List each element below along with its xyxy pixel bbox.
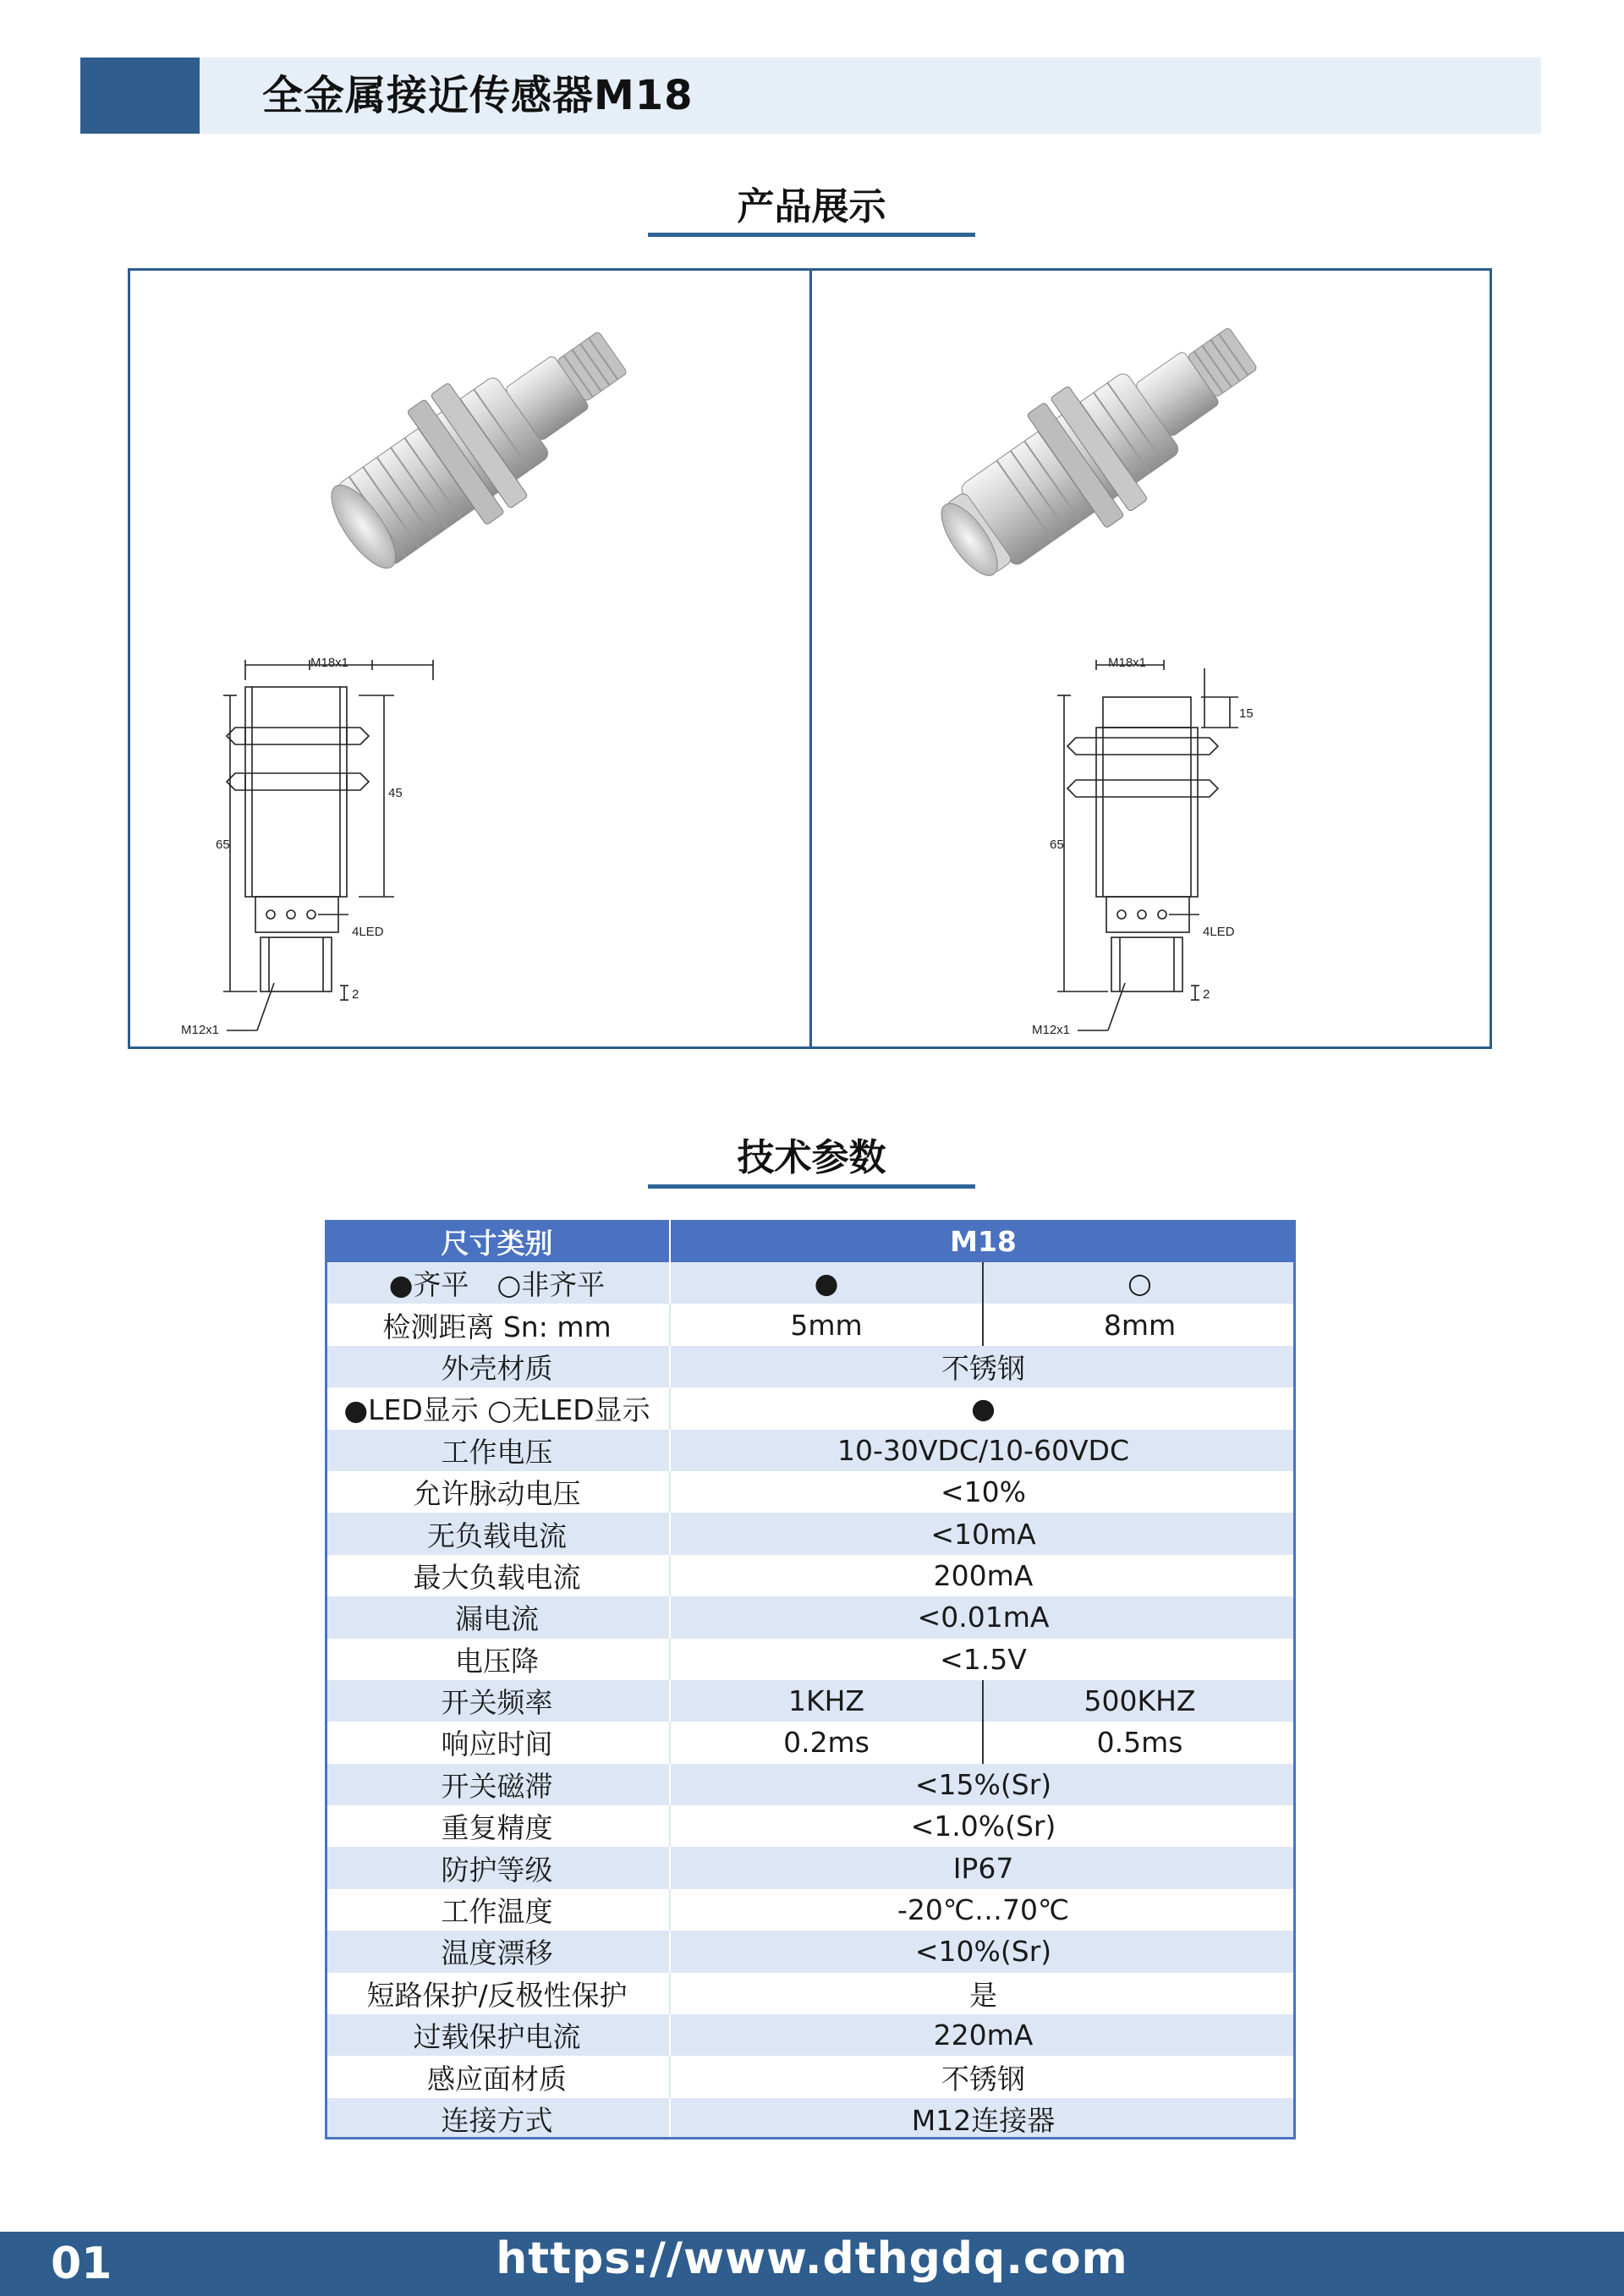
spec-value: 200mA <box>670 1555 1296 1596</box>
spec-value: 220mA <box>670 2014 1296 2056</box>
product-panel-flush <box>130 271 809 1046</box>
dim-gap-label: 2 <box>1203 987 1210 1002</box>
spec-label: 温度漂移 <box>325 1931 670 1972</box>
spec-table <box>325 1220 1296 2139</box>
table-row <box>325 1471 1296 1513</box>
dim-thread-label: M18x1 <box>1108 656 1147 670</box>
spec-label: 允许脉动电压 <box>325 1471 670 1513</box>
spec-value: 不锈钢 <box>670 2056 1296 2097</box>
dim-length-label: 65 <box>1050 838 1064 852</box>
table-row <box>325 1513 1296 1554</box>
spec-value: <10% <box>670 1471 1296 1513</box>
table-row <box>325 1722 1296 1763</box>
sensor-photo <box>916 291 1283 606</box>
spec-value: <10%(Sr) <box>670 1931 1296 1972</box>
table-row <box>325 1889 1296 1931</box>
spec-value: 10-30VDC/10-60VDC <box>670 1430 1296 1471</box>
table-row <box>325 1304 1296 1345</box>
spec-label: 响应时间 <box>325 1722 670 1763</box>
spec-value-left: 5mm <box>670 1304 983 1345</box>
sensor-flush-illustration <box>130 271 809 1046</box>
table-row <box>325 1346 1296 1387</box>
spec-label: 工作温度 <box>325 1889 670 1931</box>
sensor-nonflush-illustration <box>812 271 1491 1046</box>
table-row <box>325 1973 1296 2014</box>
spec-value: <1.0%(Sr) <box>670 1805 1296 1847</box>
spec-value-right: ○ <box>983 1262 1296 1304</box>
spec-value-right: 500KHZ <box>983 1680 1296 1722</box>
table-row <box>325 1555 1296 1596</box>
table-row <box>325 1430 1296 1471</box>
spec-label: ●齐平 ○非齐平 <box>325 1262 670 1304</box>
spec-value: -20℃…70℃ <box>670 1889 1296 1931</box>
spec-label: 开关磁滞 <box>325 1764 670 1805</box>
page-title: 全金属接近传感器M18 <box>262 72 694 119</box>
spec-value-left: ● <box>670 1262 983 1304</box>
sensor-flush-dimension-drawing <box>223 660 433 1030</box>
spec-value: <10mA <box>670 1513 1296 1554</box>
product-display-title: 产品展示 <box>737 185 886 228</box>
spec-value: 不锈钢 <box>670 1346 1296 1387</box>
spec-label: 无负载电流 <box>325 1513 670 1554</box>
table-row <box>325 1596 1296 1638</box>
page-number: 01 <box>51 2238 112 2289</box>
dim-led-label: 4LED <box>352 925 384 939</box>
spec-value: <0.01mA <box>670 1596 1296 1638</box>
spec-label: 过载保护电流 <box>325 2014 670 2056</box>
header-accent-block <box>80 58 200 134</box>
table-row <box>325 1931 1296 1972</box>
product-panel-nonflush <box>812 271 1491 1046</box>
dim-thread-label: M18x1 <box>310 656 349 670</box>
table-row <box>325 1387 1296 1429</box>
spec-value: <15%(Sr) <box>670 1764 1296 1805</box>
spec-header-value: M18 <box>670 1220 1296 1262</box>
sensor-nonflush-dimension-drawing <box>1057 660 1238 1030</box>
spec-value-left: 1KHZ <box>670 1680 983 1722</box>
dim-thread-length-label: 45 <box>388 786 403 800</box>
table-row <box>325 1639 1296 1680</box>
spec-label: 防护等级 <box>325 1847 670 1888</box>
table-row <box>325 2014 1296 2056</box>
table-row <box>325 2056 1296 2097</box>
spec-label: 电压降 <box>325 1639 670 1680</box>
sensor-photo <box>309 295 653 594</box>
table-row <box>325 1764 1296 1805</box>
spec-title: 技术参数 <box>737 1136 886 1179</box>
spec-value-right: 8mm <box>983 1304 1296 1345</box>
table-row <box>325 1805 1296 1847</box>
footer-url-link[interactable]: https://www.dthgdq.com <box>496 2233 1128 2284</box>
spec-label: 外壳材质 <box>325 1346 670 1387</box>
spec-label: 最大负载电流 <box>325 1555 670 1596</box>
spec-value-right: 0.5ms <box>983 1722 1296 1763</box>
spec-label: 重复精度 <box>325 1805 670 1847</box>
spec-header-label: 尺寸类别 <box>325 1220 670 1262</box>
spec-label: 检测距离 Sn: mm <box>325 1304 670 1345</box>
spec-underline <box>648 1184 975 1189</box>
spec-value: <1.5V <box>670 1639 1296 1680</box>
dim-connector-label: M12x1 <box>181 1023 220 1037</box>
spec-value-left: 0.2ms <box>670 1722 983 1763</box>
spec-header-row <box>325 1220 1296 1262</box>
dim-connector-label: M12x1 <box>1032 1023 1071 1037</box>
table-row <box>325 2098 1296 2139</box>
table-row <box>325 1262 1296 1304</box>
dim-gap-label: 2 <box>352 987 359 1002</box>
spec-value: IP67 <box>670 1847 1296 1888</box>
dim-top-offset-label: 15 <box>1239 706 1254 721</box>
table-row <box>325 1847 1296 1888</box>
spec-label: 连接方式 <box>325 2098 670 2139</box>
spec-label: 感应面材质 <box>325 2056 670 2097</box>
spec-label: 开关频率 <box>325 1680 670 1722</box>
dim-length-label: 65 <box>216 838 230 852</box>
spec-value: M12连接器 <box>670 2098 1296 2139</box>
spec-label: 短路保护/反极性保护 <box>325 1973 670 2014</box>
spec-value: 是 <box>670 1973 1296 2014</box>
spec-label: 漏电流 <box>325 1596 670 1638</box>
spec-value: ● <box>670 1387 1296 1429</box>
dim-led-label: 4LED <box>1203 925 1235 939</box>
product-display-underline <box>648 233 975 237</box>
spec-label: ●LED显示 ○无LED显示 <box>325 1387 670 1429</box>
spec-label: 工作电压 <box>325 1430 670 1471</box>
table-row <box>325 1680 1296 1722</box>
